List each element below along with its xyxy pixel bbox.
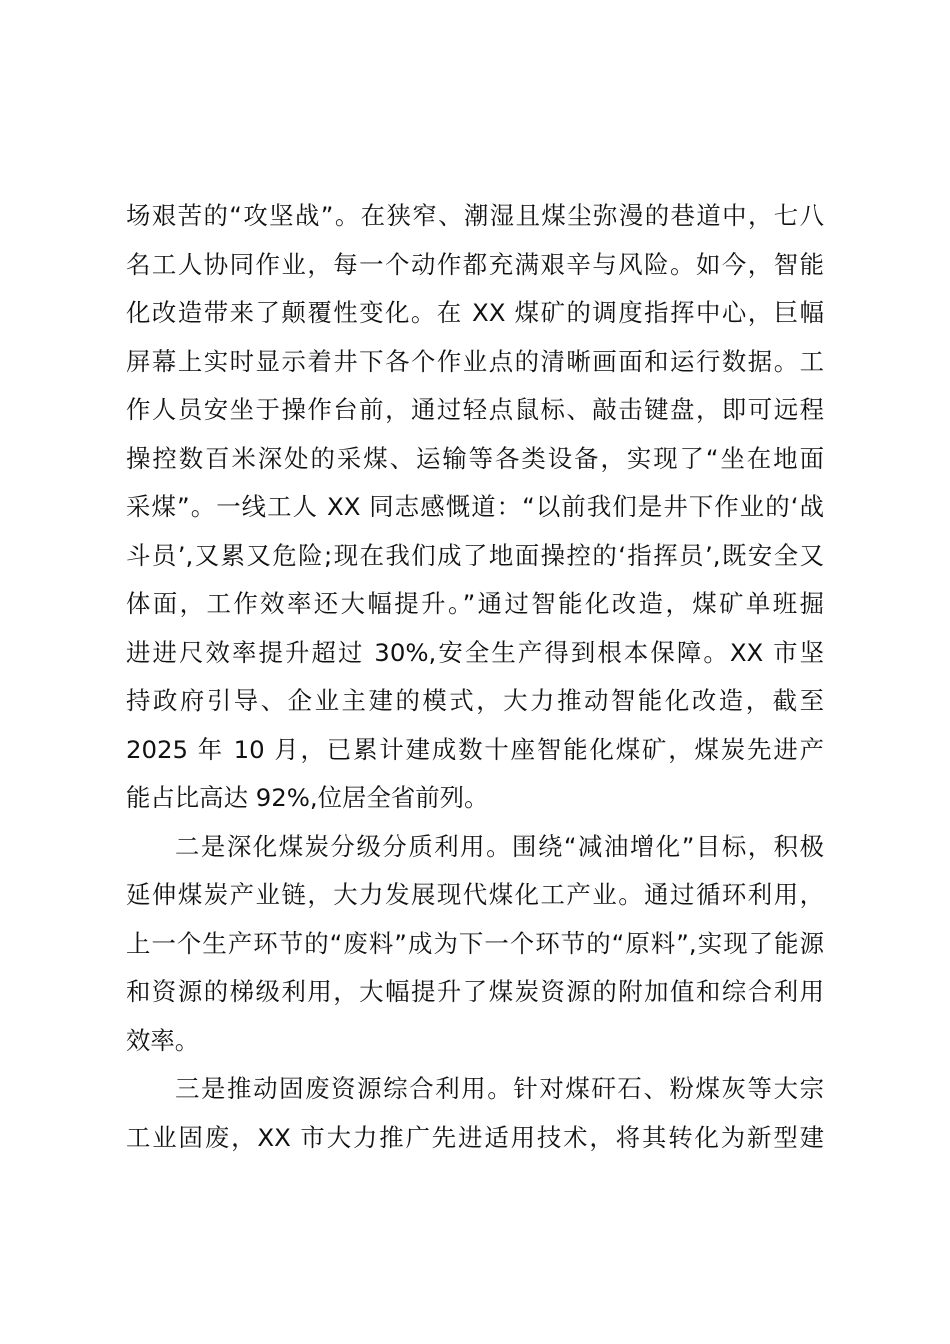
text-line: 场艰苦的“攻坚战”。在狭窄、潮湿且煤尘弥漫的巷道中，七八 — [126, 201, 824, 230]
text-line: 斗员’,又累又危险;现在我们成了地面操控的‘指挥员’,既安全又 — [126, 540, 824, 570]
text-line: 能占比高达 92%,位居全省前列。 — [126, 783, 489, 812]
text-line: 化改造带来了颠覆性变化。在 XX 煤矿的调度指挥中心，巨幅 — [126, 298, 824, 327]
text-line: 体面，工作效率还大幅提升。”通过智能化改造，煤矿单班掘 — [126, 589, 824, 618]
text-line: 名工人协同作业，每一个动作都充满艰辛与风险。如今，智能 — [126, 249, 824, 279]
text-line: 上一个生产环节的“废料”成为下一个环节的“原料”,实现了能源 — [126, 928, 824, 958]
text-line: 工业固废，XX 市大力推广先进适用技术，将其转化为新型建 — [126, 1122, 824, 1152]
paragraph-start-line: 二是深化煤炭分级分质利用。围绕“减油增化”目标，积极 — [175, 831, 824, 861]
text-line: 和资源的梯级利用，大幅提升了煤炭资源的附加值和综合利用 — [126, 977, 824, 1006]
text-line: 操控数百米深处的采煤、运输等各类设备，实现了“坐在地面 — [126, 443, 824, 473]
paragraph-start-line: 三是推动固废资源综合利用。针对煤矸石、粉煤灰等大宗 — [175, 1074, 824, 1103]
text-line: 屏幕上实时显示着井下各个作业点的清晰画面和运行数据。工 — [126, 346, 824, 376]
text-line: 作人员安坐于操作台前，通过轻点鼠标、敲击键盘，即可远程 — [126, 395, 824, 424]
text-line: 2025 年 10 月，已累计建成数十座智能化煤矿，煤炭先进产 — [126, 734, 824, 764]
text-line: 持政府引导、企业主建的模式，大力推动智能化改造，截至 — [126, 686, 824, 715]
text-line: 效率。 — [126, 1025, 200, 1055]
text-line: 进进尺效率提升超过 30%,安全生产得到根本保障。XX 市坚 — [126, 637, 824, 667]
text-line: 采煤”。一线工人 XX 同志感慨道：“以前我们是井下作业的‘战 — [126, 492, 824, 521]
text-line: 延伸煤炭产业链，大力发展现代煤化工产业。通过循环利用， — [126, 880, 824, 909]
document-body — [126, 192, 824, 1162]
